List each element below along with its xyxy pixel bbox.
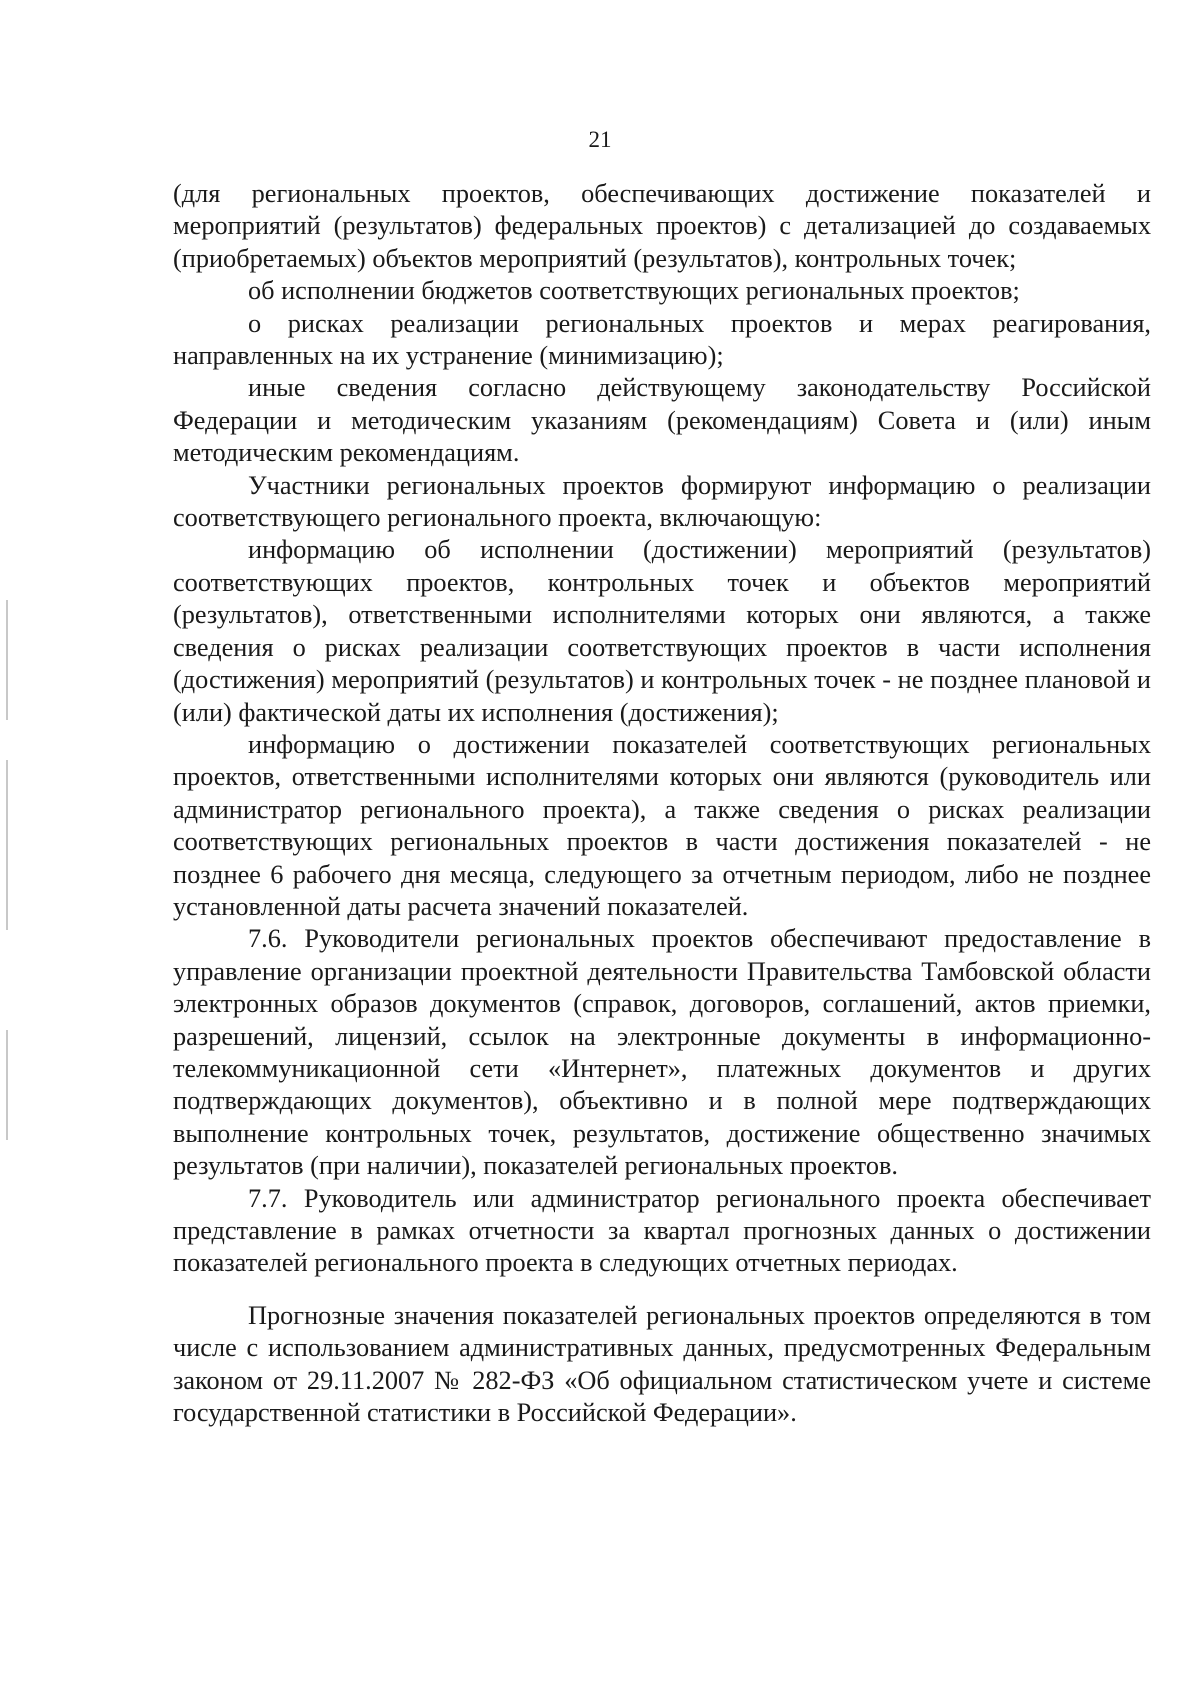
paragraph: (для региональных проектов, обеспечивающих достижение показателей и мероприятий (результатов) федеральных проектов) с детализацией до создаваемых (приобретаемых) объектов мероприятий (результатов), контрольных точек; (173, 179, 1151, 273)
scan-edge-mark (6, 760, 8, 930)
paragraph: информацию об исполнении (достижении) мероприятий (результатов) соответствующих проектов, контрольных точек и объектов мероприятий (результатов), ответственными исполнителями которых они являются, а также сведения о рисках реализации соответствующих проектов в части исполнения (достижения) мероприятий (результатов) и контрольных точек - не позднее плановой и (или) фактической даты их исполнения (достижения); (173, 535, 1151, 727)
paragraph: иные сведения согласно действующему законодательству Российской Федерации и методическим указаниям (рекомендациям) Совета и (или) иным методическим рекомендациям. (173, 373, 1151, 468)
scan-edge-mark (6, 600, 8, 720)
paragraph: о рисках реализации региональных проектов и мерах реагирования, направленных на их устранение (минимизацию); (173, 308, 1151, 371)
paragraph: об исполнении бюджетов соответствующих региональных проектов; (248, 276, 1020, 306)
document-body (173, 178, 1151, 1429)
paragraph: информацию о достижении показателей соответствующих региональных проектов, ответственными исполнителями которых они являются (руководитель или администратор регионального проекта), а также сведения о рисках реализации соответствующих региональных проектов в части достижения показателей - не позднее 6 рабочего дня месяца, следующего за отчетным периодом, либо не позднее установленной даты расчета значений показателей. (173, 729, 1151, 921)
paragraph: Участники региональных проектов формируют информацию о реализации соответствующего регионального проекта, включающую: (173, 470, 1151, 533)
paragraph: 7.7. Руководитель или администратор регионального проекта обеспечивает представление в рамках отчетности за квартал прогнозных данных о достижении показателей регионального проекта в следующих отчетных периодах. (173, 1183, 1151, 1278)
scan-edge-mark (6, 1030, 8, 1140)
paragraph: Прогнозные значения показателей региональных проектов определяются в том числе с использованием административных данных, предусмотренных Федеральным законом от 29.11.2007 № 282-ФЗ «Об официальном статистическом учете и системе государственной статистики в Российской Федерации». (173, 1300, 1151, 1428)
page-number: 21 (588, 127, 612, 152)
paragraph: 7.6. Руководители региональных проектов обеспечивают предоставление в управление организации проектной деятельности Правительства Тамбовской области электронных образов документов (справок, договоров, соглашений, актов приемки, разрешений, лицензий, ссылок на электронные документы в информационно-телекоммуникационной сети «Интернет», платежных документов и других подтверждающих документов), объективно и в полной мере подтверждающих выполнение контрольных точек, результатов, достижение общественно значимых результатов (при наличии), показателей региональных проектов. (173, 924, 1151, 1181)
